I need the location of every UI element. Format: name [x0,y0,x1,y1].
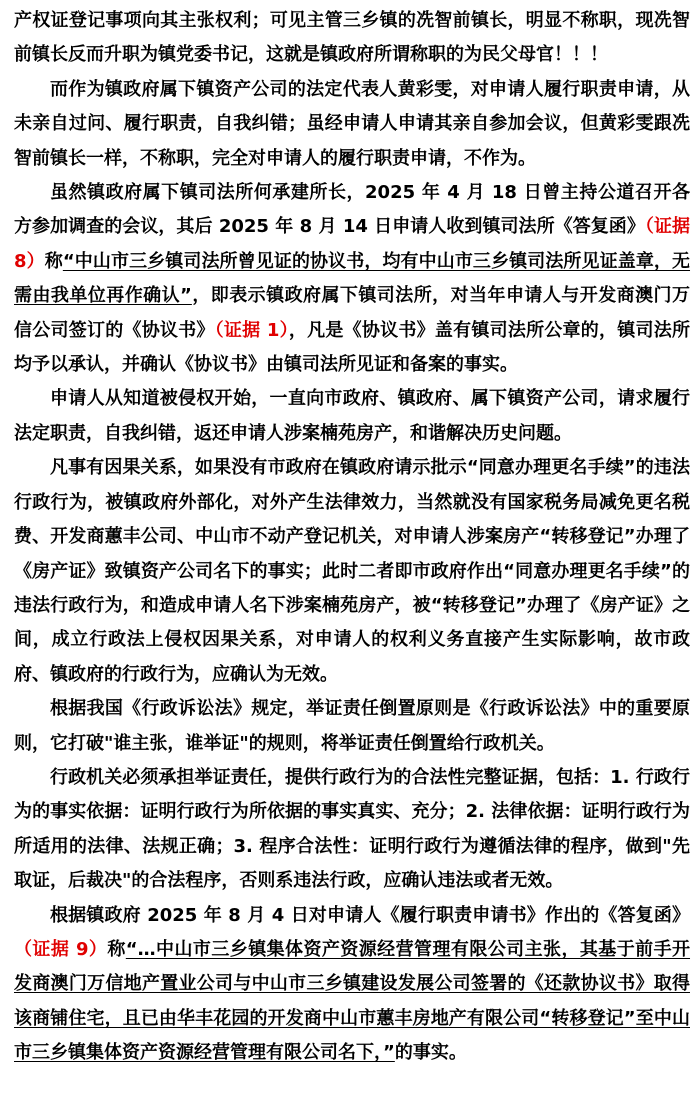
paragraph-8-text-a: 根据镇政府 2025 年 8 月 4 日对申请人《履行职责申请书》作出的《答复函》 [50,904,690,926]
paragraph-3-text-c: ，即表示镇政府属下镇司法所，对当年申请人与开发商澳门万信公司签订的《协议书》 [14,285,690,341]
paragraph-8-text-c: 的事实。 [394,1042,467,1064]
paragraph-8-quote: “…中山市三乡镇集体资产资源经营管理有限公司主张，其基于前手开发商澳门万信地产置业公司与中山市三乡镇建设发展公司签署的《还款协议书》取得该商铺住宅，且已由华丰花园的开发商中山市蕙丰房地产有限公司“转移登记”至中山市三乡镇集体资产资源经营管理有限公司名下，” [14,938,691,1064]
paragraph-3-text-b: 称 [44,250,63,272]
paragraph-3 [14,176,690,382]
paragraph-1: 产权证登记事项向其主张权利；可见主管三乡镇的冼智前镇长，明显不称职，现冼智前镇长反而升职为镇党委书记，这就是镇政府所谓称职的为民父母官！！！ [14,10,690,66]
paragraph-8-text-b: 称 [107,938,126,960]
paragraph-7: 行政机关必须承担举证责任，提供行政行为的合法性完整证据，包括：1. 行政行为的事实依据：证明行政行为所依据的事实真实、充分；2. 法律依据：证明行政行为所适用的法律、法规正确；3. 程序合法性：证明行政行为遵循法律的程序，做到"先取证，后裁决"的合法程序，否则系违法行政，应确认违法或者无效。 [14,766,690,892]
evidence-1-label: （证据 1） [214,319,289,341]
paragraph-3-text-d: ，凡是《协议书》盖有镇司法所公章的，镇司法所均予以承认，并确认《协议书》由镇司法所见证和备案的事实。 [14,319,691,376]
paragraph-8 [14,899,690,1071]
paragraph-3-text-a: 虽然镇政府属下镇司法所何承建所长，2025 年 4 月 18 日曾主持公道召开各方参加调查的会议，其后 2025 年 8 月 14 日申请人收到镇司法所《答复函》 [14,182,690,238]
evidence-8-label: （证据 8） [14,216,690,272]
paragraph-5: 凡事有因果关系，如果没有市政府在镇政府请示批示“同意办理更名手续”的违法行政行为，被镇政府外部化，对外产生法律效力，当然就没有国家税务局减免更名税费、开发商蕙丰公司、中山市不动产登记机关，对申请人涉案房产“转移登记”办理了《房产证》致镇资产公司名下的事实；此时二者即市政府作出“同意办理更名手续”的违法行政行为，和造成申请人名下涉案楠苑房产，被“转移登记”办理了《房产证》之间，成立行政法上侵权因果关系，对申请人的权利义务直接产生实际影响，故市政府、镇政府的行政行为，应确认为无效。 [14,457,690,685]
evidence-9-label: （证据 9） [14,938,108,960]
paragraph-2: 而作为镇政府属下镇资产公司的法定代表人黄彩雯，对申请人履行职责申请，从未亲自过问、履行职责，自我纠错；虽经申请人申请其亲自参加会议，但黄彩雯跟冼智前镇长一样，不称职，完全对申请人的履行职责申请，不作为。 [14,78,690,169]
paragraph-4: 申请人从知道被侵权开始，一直向市政府、镇政府、属下镇资产公司，请求履行法定职责，自我纠错，返还申请人涉案楠苑房产，和谐解决历史问题。 [14,388,690,444]
paragraph-3-quote: “中山市三乡镇司法所曾见证的协议书，均有中山市三乡镇司法所见证盖章，无需由我单位再作确认” [14,250,691,307]
paragraph-6: 根据我国《行政诉讼法》规定，举证责任倒置原则是《行政诉讼法》中的重要原则，它打破"谁主张，谁举证"的规则，将举证责任倒置给行政机关。 [14,698,690,754]
